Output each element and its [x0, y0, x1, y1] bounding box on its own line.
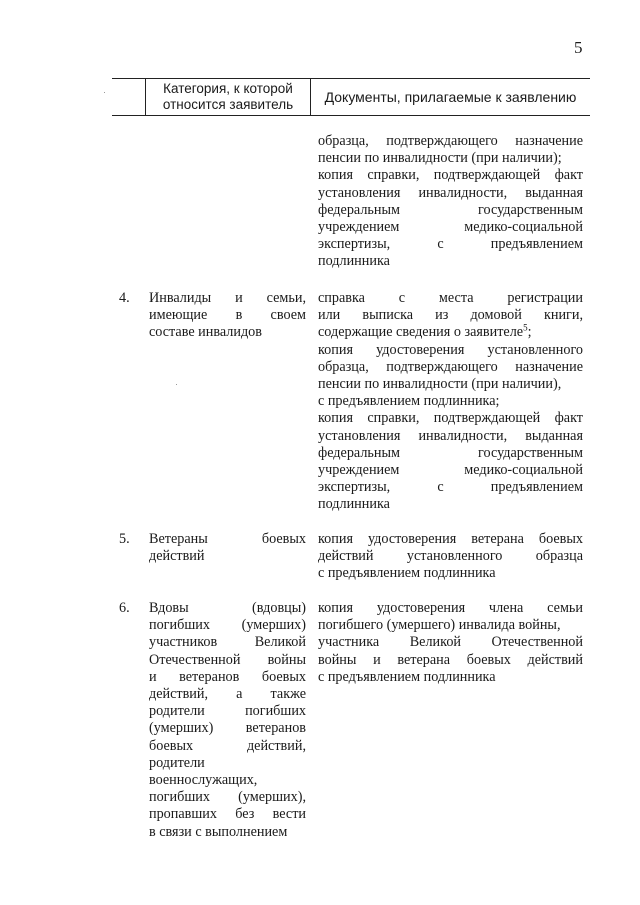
- text-line-content: действий, а также: [149, 686, 306, 703]
- text-line: [318, 617, 583, 634]
- text-line-content: копия удостоверения установленного: [318, 341, 583, 358]
- text-line: [318, 652, 583, 669]
- header-category: [146, 79, 310, 115]
- text-line-content: войны и ветерана боевых действий: [318, 651, 583, 668]
- text-line-content: пенсии по инвалидности (при наличии);: [318, 150, 562, 167]
- text-line-content: действий установленного образца: [318, 548, 583, 565]
- text-line-content: родители погибших: [149, 703, 306, 720]
- text-line-content: пропавших без вести: [149, 806, 306, 823]
- text-line-content: образца, подтверждающего назначение: [318, 133, 583, 149]
- row-category: [149, 531, 306, 565]
- text-line: [149, 634, 306, 651]
- text-line: [318, 253, 583, 270]
- text-line-content: Отечественной войны: [149, 651, 306, 668]
- text-line-suffix: ;: [527, 324, 532, 341]
- row-number: 6.: [119, 600, 130, 616]
- text-line: [149, 652, 306, 669]
- text-line-content: погибшего (умершего) инвалида войны,: [318, 617, 561, 634]
- text-line: [149, 703, 306, 720]
- text-line-content: родители: [149, 754, 205, 771]
- text-line-content: установления инвалидности, выданная: [318, 184, 583, 201]
- text-line-content: в связи с выполнением: [149, 823, 288, 840]
- text-line: [149, 531, 306, 548]
- text-line: [318, 236, 583, 253]
- header-documents: Документы, прилагаемые к заявлению: [324, 89, 577, 105]
- text-line: [149, 600, 306, 617]
- text-line: [318, 307, 583, 324]
- text-line: [318, 462, 583, 479]
- text-line: [149, 755, 306, 772]
- text-line: [149, 824, 306, 841]
- text-line-content: копия удостоверения ветерана боевых: [318, 531, 583, 547]
- text-line-content: экспертизы, с предъявлением: [318, 479, 583, 496]
- continuation-documents: [318, 133, 583, 271]
- text-line-content: учреждением медико-социальной: [318, 462, 583, 479]
- text-line-content: или выписка из домовой книги,: [318, 307, 583, 324]
- text-line-content: Ветераны боевых: [149, 531, 306, 547]
- text-line-content: справка с места регистрации: [318, 290, 583, 306]
- text-line-content: федеральным государственным: [318, 201, 583, 218]
- text-line-content: копия справки, подтверждающей факт: [318, 167, 583, 184]
- text-line-content: военнослужащих,: [149, 772, 258, 789]
- text-line-content: участника Великой Отечественной: [318, 634, 583, 651]
- text-line-content: с предъявлением подлинника;: [318, 393, 500, 410]
- text-line: [149, 669, 306, 686]
- text-line: [318, 219, 583, 236]
- text-line: [318, 202, 583, 219]
- text-line: [149, 548, 306, 565]
- text-line: [318, 167, 583, 184]
- header-category-line: относится заявитель: [162, 97, 294, 112]
- text-line-content: образца, подтверждающего назначение: [318, 358, 583, 375]
- text-line-content: имеющие в своем: [149, 307, 306, 324]
- text-line: [149, 307, 306, 324]
- text-line: [318, 342, 583, 359]
- text-line-content: с предъявлением подлинника: [318, 668, 496, 685]
- text-line-content: Вдовы (вдовцы): [149, 600, 306, 616]
- text-line: [318, 150, 583, 167]
- text-line: [318, 324, 583, 341]
- text-line: [318, 133, 583, 150]
- scan-speck: [176, 384, 177, 385]
- text-line: [149, 772, 306, 789]
- text-line: [149, 686, 306, 703]
- text-line: [318, 359, 583, 376]
- row-category: [149, 600, 306, 841]
- text-line: [149, 617, 306, 634]
- header-category-line: Категория, к которой: [163, 81, 293, 96]
- text-line-content: боевых действий,: [149, 737, 306, 754]
- text-line: [149, 806, 306, 823]
- text-line: [318, 428, 583, 445]
- text-line-content: федеральным государственным: [318, 444, 583, 461]
- text-line: [149, 720, 306, 737]
- text-line: [318, 393, 583, 410]
- text-line: [318, 376, 583, 393]
- text-line: [149, 789, 306, 806]
- text-line-content: с предъявлением подлинника: [318, 565, 496, 582]
- text-line: [318, 565, 583, 582]
- text-line-content: участников Великой: [149, 634, 306, 651]
- text-line: [318, 634, 583, 651]
- text-line: [149, 324, 306, 341]
- row-number: 5.: [119, 531, 130, 547]
- row-documents: [318, 531, 583, 583]
- text-line-content: погибших (умерших),: [149, 789, 306, 806]
- text-line-content: и ветеранов боевых: [149, 668, 306, 685]
- scan-speck: [104, 92, 105, 93]
- text-line: [318, 445, 583, 462]
- text-line-content: погибших (умерших): [149, 617, 306, 634]
- text-line-content: действий: [149, 548, 205, 565]
- row-documents: [318, 600, 583, 686]
- row-number: 4.: [119, 290, 130, 306]
- text-line: [318, 548, 583, 565]
- text-line-content: подлинника: [318, 496, 390, 513]
- text-line: [318, 496, 583, 513]
- table-header: [112, 78, 590, 116]
- text-line: [318, 290, 583, 307]
- text-line: [318, 479, 583, 496]
- text-line-content: (умерших) ветеранов: [149, 720, 306, 737]
- text-line-content: установления инвалидности, выданная: [318, 427, 583, 444]
- text-line-content: подлинника: [318, 253, 390, 270]
- text-line-content: копия справки, подтверждающей факт: [318, 410, 583, 427]
- footnote-ref: 5: [523, 322, 528, 333]
- text-line-content: копия удостоверения члена семьи: [318, 600, 583, 616]
- page-number: 5: [574, 38, 583, 57]
- row-category: [149, 290, 306, 342]
- text-line: [318, 669, 583, 686]
- text-line-content: пенсии по инвалидности (при наличии),: [318, 376, 562, 393]
- text-line: [149, 290, 306, 307]
- text-line: [318, 600, 583, 617]
- text-line: [318, 410, 583, 427]
- text-line: [149, 738, 306, 755]
- text-line-content: экспертизы, с предъявлением: [318, 236, 583, 253]
- text-line-content: составе инвалидов: [149, 324, 262, 341]
- text-line: [318, 185, 583, 202]
- text-line-content: учреждением медико-социальной: [318, 219, 583, 236]
- row-documents: [318, 290, 583, 514]
- text-line-content: содержащие сведения о заявителе: [318, 324, 524, 341]
- text-line-content: Инвалиды и семьи,: [149, 290, 306, 306]
- text-line: [318, 531, 583, 548]
